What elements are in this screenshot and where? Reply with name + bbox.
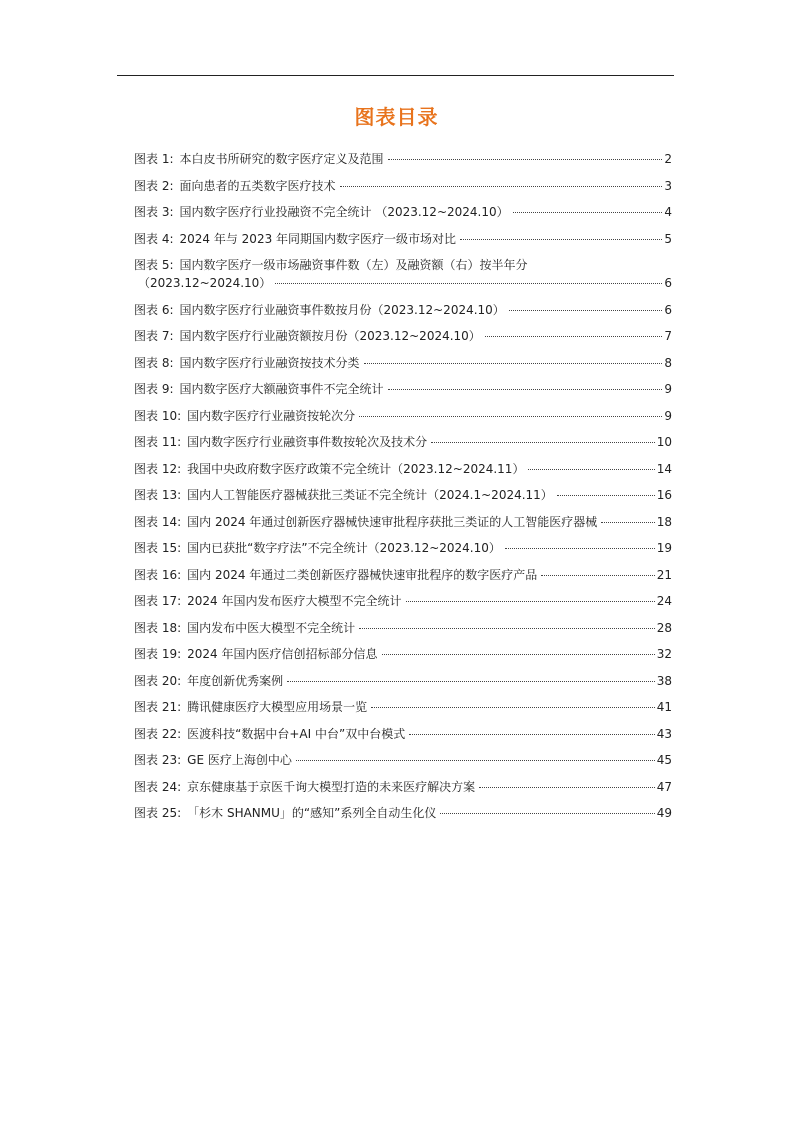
toc-leader-dots [388, 159, 663, 160]
toc-entry-page-number: 6 [664, 276, 672, 290]
toc-entry[interactable] [134, 698, 672, 716]
toc-leader-dots [364, 363, 663, 364]
toc-entry-label: 图表 9: [134, 382, 174, 396]
toc-entry-text: 本白皮书所研究的数字医疗定义及范围 [179, 152, 384, 166]
toc-entry-row [134, 566, 672, 584]
toc-entry-label: 图表 15: [134, 541, 182, 555]
toc-entry-label: 图表 17: [134, 594, 182, 608]
toc-entry[interactable] [134, 725, 672, 743]
toc-entry[interactable] [134, 380, 672, 398]
toc-entry-text: GE 医疗上海创中心 [187, 753, 292, 767]
toc-entry-page-number: 10 [656, 435, 672, 449]
toc-entry-page-number: 24 [656, 594, 672, 608]
toc-entry[interactable] [134, 150, 672, 168]
toc-entry[interactable] [134, 778, 672, 796]
toc-entry-text: 国内数字医疗行业融资额按月份（2023.12~2024.10） [179, 329, 481, 343]
toc-entry-page-number: 38 [656, 673, 672, 688]
toc-entry-row [134, 725, 672, 743]
figure-toc-list [134, 150, 672, 831]
toc-leader-dots [287, 681, 655, 682]
toc-entry-row [134, 672, 672, 690]
toc-entry-row [134, 460, 672, 478]
toc-leader-dots [371, 707, 655, 708]
toc-entry-row [134, 645, 672, 663]
toc-entry-row [134, 380, 672, 398]
toc-entry-row [134, 327, 672, 345]
toc-entry-text: 国内 2024 年通过二类创新医疗器械快速审批程序的数字医疗产品 [187, 567, 538, 582]
toc-entry-row [134, 698, 672, 716]
toc-leader-dots [388, 389, 663, 390]
toc-entry-page-number: 7 [664, 329, 672, 343]
toc-entry-label: 图表 19: [134, 647, 182, 661]
toc-entry-text: 国内数字医疗一级市场融资事件数（左）及融资额（右）按半年分 [179, 258, 528, 272]
toc-entry[interactable] [134, 513, 672, 531]
toc-entry-label: 图表 5: [134, 258, 174, 272]
toc-entry-label: 图表 18: [134, 620, 182, 635]
toc-entry-label: 图表 12: [134, 461, 182, 476]
toc-entry-text: 国内数字医疗行业投融资不完全统计 （2023.12~2024.10） [179, 205, 509, 219]
toc-entry-page-number: 3 [664, 178, 672, 193]
toc-leader-dots [440, 813, 654, 814]
toc-entry-label: 图表 21: [134, 700, 182, 714]
toc-leader-dots [340, 186, 663, 187]
toc-entry-page-number: 9 [664, 382, 672, 396]
toc-entry-text: 2024 年与 2023 年同期国内数字医疗一级市场对比 [179, 231, 457, 246]
toc-entry-label: 图表 6: [134, 302, 174, 317]
toc-entry[interactable] [134, 539, 672, 557]
toc-leader-dots [296, 760, 655, 761]
toc-entry-label: 图表 14: [134, 514, 182, 529]
toc-entry-row [134, 433, 672, 451]
toc-entry-page-number: 41 [656, 700, 672, 714]
toc-leader-dots [382, 654, 655, 655]
toc-leader-dots [528, 469, 654, 470]
toc-entry-text: 面向患者的五类数字医疗技术 [179, 178, 336, 193]
toc-entry-page-number: 9 [664, 408, 672, 423]
toc-entry-page-number: 8 [664, 355, 672, 370]
toc-entry[interactable] [134, 230, 672, 248]
toc-entry-text: 腾讯健康医疗大模型应用场景一览 [187, 700, 368, 714]
toc-entry-page-number: 5 [664, 231, 672, 246]
toc-entry-label: 图表 11: [134, 435, 182, 449]
toc-entry-row [134, 301, 672, 319]
toc-entry-label: 图表 8: [134, 355, 174, 370]
toc-entry[interactable] [134, 751, 672, 769]
toc-leader-dots [431, 442, 655, 443]
toc-entry-row [134, 592, 672, 610]
toc-entry-row [134, 256, 672, 274]
toc-entry-text: 2024 年国内发布医疗大模型不完全统计 [187, 594, 402, 608]
toc-entry-row [134, 354, 672, 372]
toc-entry[interactable] [134, 203, 672, 221]
toc-entry-row [134, 150, 672, 168]
toc-entry-page-number: 2 [664, 152, 672, 166]
toc-entry[interactable] [134, 460, 672, 478]
toc-entry[interactable] [134, 433, 672, 451]
toc-leader-dots [406, 601, 655, 602]
toc-entry-text: 国内 2024 年通过创新医疗器械快速审批程序获批三类证的人工智能医疗器械 [187, 514, 598, 529]
toc-entry-page-number: 19 [656, 541, 672, 555]
toc-entry-text: 国内数字医疗大额融资事件不完全统计 [179, 382, 384, 396]
toc-entry-row [134, 513, 672, 531]
toc-entry-row [134, 230, 672, 248]
toc-entry[interactable] [134, 486, 672, 504]
toc-entry-label: 图表 25: [134, 806, 182, 820]
toc-leader-dots [409, 734, 655, 735]
toc-entry-label: 图表 10: [134, 408, 182, 423]
toc-entry-label: 图表 22: [134, 726, 182, 741]
toc-entry-page-number: 4 [664, 205, 672, 219]
toc-leader-dots [460, 239, 662, 240]
toc-entry-page-number: 21 [656, 567, 672, 582]
header-rule [117, 75, 674, 76]
toc-leader-dots [485, 336, 663, 337]
toc-entry-row [134, 751, 672, 769]
toc-entry-text: 年度创新优秀案例 [187, 673, 284, 688]
toc-entry[interactable] [134, 327, 672, 345]
toc-entry-row [134, 407, 672, 425]
toc-entry-page-number: 16 [656, 488, 672, 502]
toc-entry-text: 医渡科技“数据中台+AI 中台”双中台模式 [187, 726, 406, 741]
toc-leader-dots [601, 522, 654, 523]
toc-entry[interactable] [134, 566, 672, 584]
toc-entry[interactable] [134, 619, 672, 637]
toc-leader-dots [541, 575, 654, 576]
toc-entry-text: 国内数字医疗行业融资按技术分类 [179, 355, 360, 370]
toc-entry-label: 图表 24: [134, 779, 182, 794]
toc-entry[interactable] [134, 645, 672, 663]
toc-entry-text: 「杉木 SHANMU」的“感知”系列全自动生化仪 [187, 806, 437, 820]
toc-entry-text: 国内数字医疗行业融资事件数按月份（2023.12~2024.10） [179, 302, 505, 317]
toc-leader-dots [557, 495, 655, 496]
toc-entry-text-continued: （2023.12~2024.10） [138, 276, 272, 290]
toc-entry-text: 2024 年国内医疗信创招标部分信息 [187, 647, 378, 661]
toc-leader-dots [275, 283, 662, 284]
toc-entry[interactable] [134, 177, 672, 195]
toc-leader-dots [505, 548, 655, 549]
toc-entry-label: 图表 7: [134, 329, 174, 343]
toc-entry[interactable] [134, 804, 672, 822]
toc-entry-label: 图表 1: [134, 152, 174, 166]
toc-entry-text: 国内已获批“数字疗法”不完全统计（2023.12~2024.10） [187, 541, 501, 555]
toc-entry-label: 图表 16: [134, 567, 182, 582]
toc-entry-continuation [134, 274, 672, 292]
toc-entry[interactable] [134, 672, 672, 690]
toc-entry-page-number: 14 [656, 461, 672, 476]
toc-entry[interactable] [134, 301, 672, 319]
toc-entry-label: 图表 20: [134, 673, 182, 688]
toc-entry-row [134, 778, 672, 796]
toc-entry-text: 我国中央政府数字医疗政策不完全统计（2023.12~2024.11） [187, 461, 525, 476]
toc-leader-dots [513, 212, 663, 213]
toc-entry-text: 国内发布中医大模型不完全统计 [187, 620, 356, 635]
toc-entry-page-number: 28 [656, 620, 672, 635]
toc-entry[interactable] [134, 354, 672, 372]
toc-entry-text: 京东健康基于京医千询大模型打造的未来医疗解决方案 [187, 779, 476, 794]
toc-entry[interactable] [134, 256, 672, 292]
toc-entry[interactable] [134, 592, 672, 610]
toc-leader-dots [359, 628, 655, 629]
toc-entry-label: 图表 13: [134, 488, 182, 502]
toc-entry-row [134, 486, 672, 504]
toc-entry-page-number: 6 [664, 302, 672, 317]
toc-entry-label: 图表 2: [134, 178, 174, 193]
toc-leader-dots [359, 416, 662, 417]
toc-leader-dots [479, 787, 655, 788]
toc-entry-page-number: 18 [656, 514, 672, 529]
toc-entry-text: 国内数字医疗行业融资事件数按轮次及技术分 [187, 435, 428, 449]
page-title: 图表目录 [354, 105, 439, 129]
toc-entry-label: 图表 3: [134, 205, 174, 219]
toc-entry-text: 国内数字医疗行业融资按轮次分 [187, 408, 356, 423]
toc-leader-dots [509, 310, 663, 311]
toc-entry-row [134, 804, 672, 822]
toc-entry-row [134, 177, 672, 195]
toc-entry-row [134, 203, 672, 221]
toc-entry-page-number: 32 [656, 647, 672, 661]
toc-entry-label: 图表 23: [134, 753, 182, 767]
toc-entry-page-number: 43 [656, 726, 672, 741]
toc-entry-label: 图表 4: [134, 231, 174, 246]
toc-entry-page-number: 45 [656, 753, 672, 767]
toc-entry-page-number: 49 [656, 806, 672, 820]
toc-entry-row [134, 619, 672, 637]
toc-entry-page-number: 47 [656, 779, 672, 794]
toc-entry[interactable] [134, 407, 672, 425]
toc-entry-text: 国内人工智能医疗器械获批三类证不完全统计（2024.1~2024.11） [187, 488, 553, 502]
toc-entry-row [134, 539, 672, 557]
